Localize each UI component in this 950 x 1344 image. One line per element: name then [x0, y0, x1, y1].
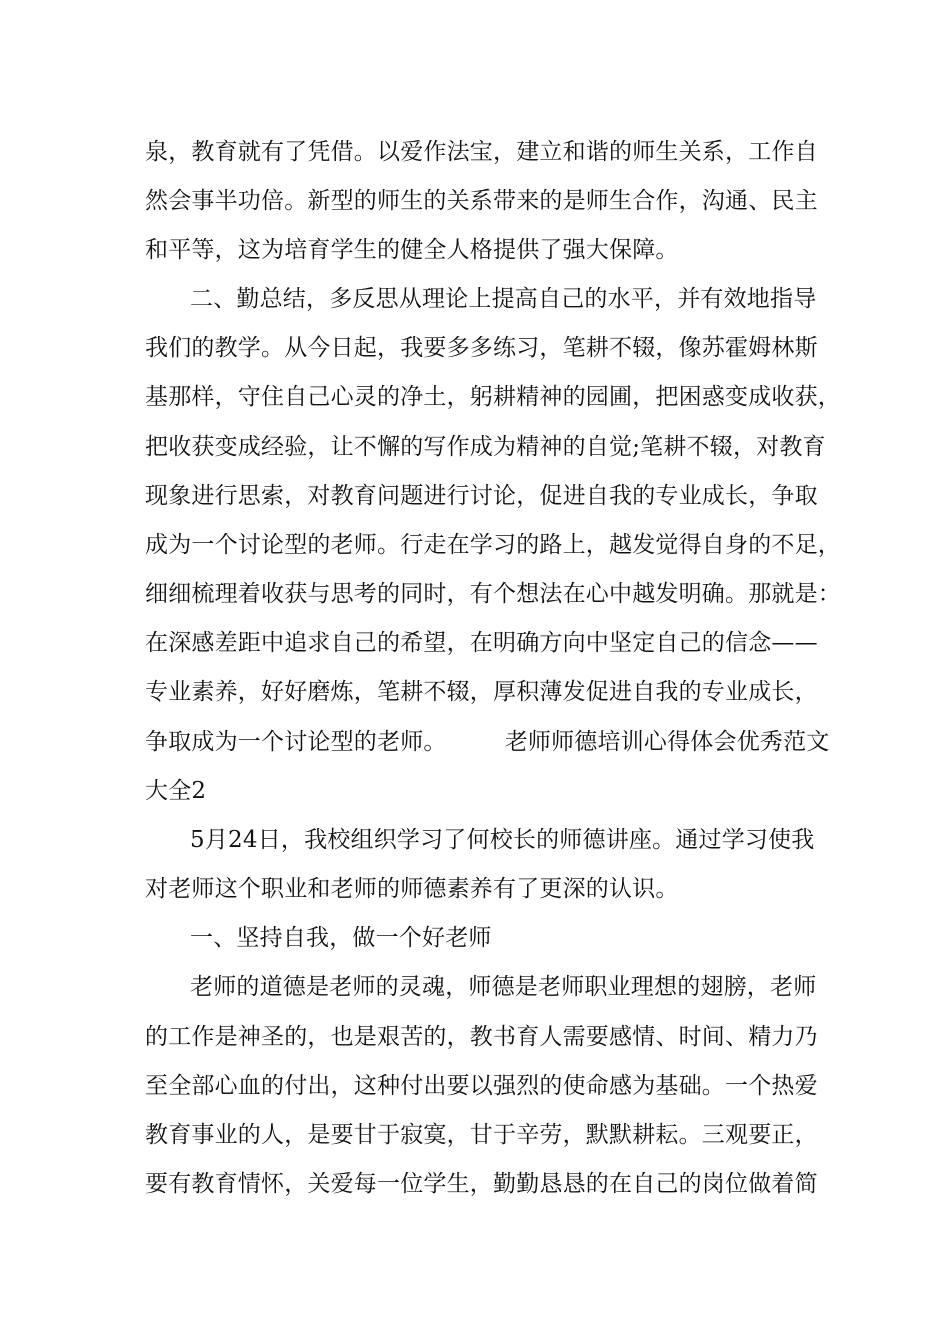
paragraph-start-line: 5月24日，我校组织学习了何校长的师德讲座。通过学习使我	[190, 827, 815, 853]
paragraph-start-line: 二、勤总结，多反思从理论上提高自己的水平，并有效地指导	[190, 286, 817, 312]
text-line: 争取成为一个讨论型的老师。 老师师德培训心得体会优秀范文	[145, 729, 830, 755]
text-line: 我们的教学。从今日起，我要多多练习，笔耕不辍，像苏霍姆林斯	[145, 335, 818, 361]
text-line: 至全部心血的付出，这种付出要以强烈的使命感为基础。一个热爱	[145, 1073, 818, 1099]
text-line: 在深感差距中追求自己的希望，在明确方向中坚定自己的信念——	[145, 630, 818, 656]
section-title-line: 大全2	[145, 778, 207, 804]
text-line: 把收获变成经验，让不懈的写作成为精神的自觉;笔耕不辍，对教育	[145, 434, 826, 460]
text-line: 现象进行思索，对教育问题进行讨论，促进自我的专业成长，争取	[145, 483, 818, 509]
text-line: 要有教育情怀，关爱每一位学生，勤勤恳恳的在自己的岗位做着简	[145, 1171, 818, 1197]
paragraph-start-line: 老师的道德是老师的灵魂，师德是老师职业理想的翅膀，老师	[190, 974, 817, 1000]
text-line: 专业素养，好好磨炼，笔耕不辍，厚积薄发促进自我的专业成长，	[145, 679, 818, 705]
text-line: 基那样，守住自己心灵的净土，躬耕精神的园圃，把困惑变成收获，	[145, 384, 841, 410]
text-line: 成为一个讨论型的老师。行走在学习的路上，越发觉得自身的不足，	[145, 532, 841, 558]
text-line: 泉，教育就有了凭借。以爱作法宝，建立和谐的师生关系，工作自	[145, 139, 818, 165]
text-line: 然会事半功倍。新型的师生的关系带来的是师生合作，沟通、民主	[145, 188, 818, 214]
text-line: 的工作是神圣的，也是艰苦的，教书育人需要感情、时间、精力乃	[145, 1024, 818, 1050]
text-line: 细细梳理着收获与思考的同时，有个想法在心中越发明确。那就是：	[145, 581, 841, 607]
subheading-line: 一、坚持自我，做一个好老师	[190, 925, 492, 951]
text-line: 教育事业的人，是要甘于寂寞，甘于辛劳，默默耕耘。三观要正，	[145, 1122, 818, 1148]
text-line: 对老师这个职业和老师的师德素养有了更深的认识。	[145, 876, 679, 902]
text-line: 和平等，这为培育学生的健全人格提供了强大保障。	[145, 237, 679, 263]
